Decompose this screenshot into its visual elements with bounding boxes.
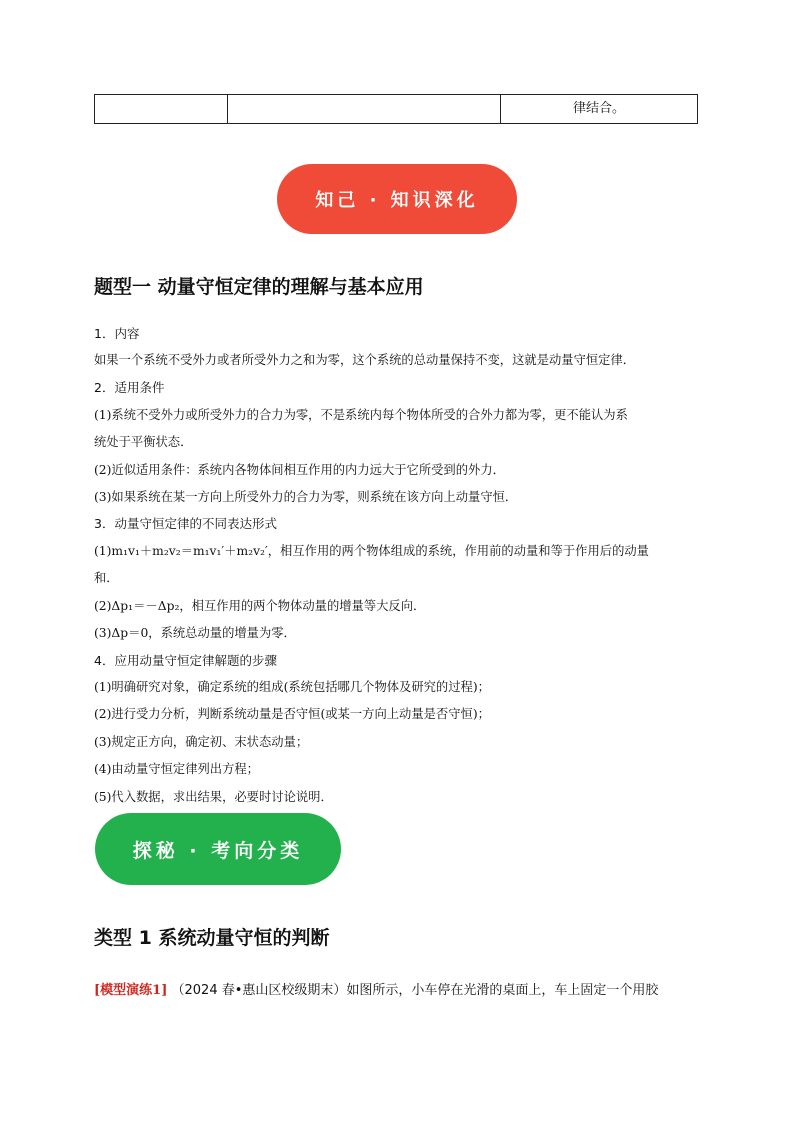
- section-banner-red: 知己 · 知识深化: [277, 164, 517, 234]
- continuation-table: [94, 94, 698, 124]
- formula-line: (2)Δp₁＝－Δp₂，相互作用的两个物体动量的增量等大反向．: [94, 599, 426, 613]
- body-line: 和．: [94, 571, 119, 585]
- body-line: (5)代入数据，求出结果，必要时讨论说明．: [94, 790, 333, 804]
- heading-category-1: 类型 1 系统动量守恒的判断: [94, 927, 330, 949]
- section-title: 4．应用动量守恒定律解题的步骤: [94, 653, 277, 668]
- table-row: [95, 95, 698, 124]
- body-line: (1)系统不受外力或所受外力的合力为零，不是系统内每个物体所受的合外力都为零，更不能认为系: [94, 408, 628, 422]
- table-cell: [228, 95, 501, 124]
- section-title: 1．内容: [94, 326, 140, 341]
- body-line: 统处于平衡状态．: [94, 435, 193, 449]
- formula-line: (1)m₁v₁＋m₂v₂＝m₁v₁′＋m₂v₂′，相互作用的两个物体组成的系统，作用前的动量和等于作用后的动量: [94, 544, 649, 558]
- body-line: (2)近似适用条件：系统内各物体间相互作用的内力远大于它所受到的外力．: [94, 463, 505, 477]
- heading-type-1: 题型一 动量守恒定律的理解与基本应用: [94, 276, 424, 298]
- practice-text: （2024 春•惠山区校级期末）如图所示，小车停在光滑的桌面上，车上固定一个用胶: [171, 983, 659, 998]
- table-cell: [95, 95, 228, 124]
- body-line: (3)规定正方向，确定初、末状态动量；: [94, 735, 309, 749]
- section-title: 2．适用条件: [94, 380, 165, 395]
- practice-tag: [模型演练1]: [94, 983, 168, 998]
- body-line: (3)如果系统在某一方向上所受外力的合力为零，则系统在该方向上动量守恒．: [94, 490, 518, 504]
- body-line: 如果一个系统不受外力或者所受外力之和为零，这个系统的总动量保持不变，这就是动量守恒定律．: [94, 353, 636, 367]
- section-banner-green: 探秘 · 考向分类: [95, 813, 341, 885]
- body-line: (1)明确研究对象，确定系统的组成(系统包括哪几个物体及研究的过程)；: [94, 680, 490, 694]
- practice-question: [94, 979, 658, 998]
- body-line: (4)由动量守恒定律列出方程；: [94, 762, 259, 776]
- formula-line: (3)Δp＝0，系统总动量的增量为零．: [94, 626, 296, 640]
- table-cell: 律结合。: [501, 95, 698, 124]
- section-title: 3．动量守恒定律的不同表达形式: [94, 516, 277, 531]
- body-line: (2)进行受力分析，判断系统动量是否守恒(或某一方向上动量是否守恒)；: [94, 707, 490, 721]
